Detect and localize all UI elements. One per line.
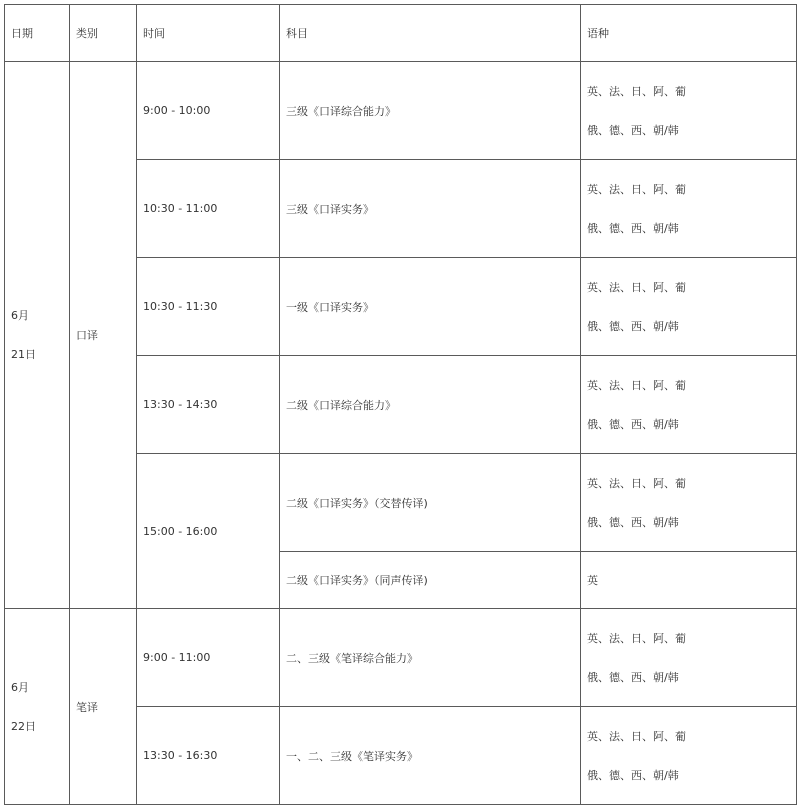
date-day: 22日	[11, 719, 36, 733]
language-cell	[581, 160, 797, 258]
language-line: 俄、德、西、朝/韩	[587, 670, 679, 684]
table-row	[5, 609, 797, 707]
subject-cell: 二、三级《笔译综合能力》	[280, 609, 581, 707]
language-line: 俄、德、西、朝/韩	[587, 515, 679, 529]
time-cell: 10:30 - 11:00	[137, 160, 280, 258]
language-line: 英、法、日、阿、葡	[587, 631, 686, 645]
language-line: 俄、德、西、朝/韩	[587, 221, 679, 235]
date-cell	[5, 62, 70, 609]
header-category: 类别	[70, 5, 137, 62]
exam-schedule-table	[4, 4, 797, 805]
language-line: 英、法、日、阿、葡	[587, 280, 686, 294]
language-cell	[581, 62, 797, 160]
time-cell: 13:30 - 14:30	[137, 356, 280, 454]
subject-cell: 二级《口译实务》（同声传译)	[280, 552, 581, 609]
table-row	[5, 62, 797, 160]
language-line: 英	[587, 573, 598, 587]
subject-cell: 三级《口译综合能力》	[280, 62, 581, 160]
category-cell: 笔译	[70, 609, 137, 805]
category-cell: 口译	[70, 62, 137, 609]
language-cell	[581, 258, 797, 356]
time-cell: 13:30 - 16:30	[137, 707, 280, 805]
time-cell: 9:00 - 11:00	[137, 609, 280, 707]
language-cell	[581, 707, 797, 805]
date-month: 6月	[11, 680, 29, 694]
language-line: 英、法、日、阿、葡	[587, 476, 686, 490]
language-cell	[581, 356, 797, 454]
time-cell: 10:30 - 11:30	[137, 258, 280, 356]
header-time: 时间	[137, 5, 280, 62]
language-line: 英、法、日、阿、葡	[587, 378, 686, 392]
language-line: 俄、德、西、朝/韩	[587, 123, 679, 137]
language-line: 俄、德、西、朝/韩	[587, 319, 679, 333]
language-cell	[581, 609, 797, 707]
language-line: 英、法、日、阿、葡	[587, 729, 686, 743]
time-cell: 15:00 - 16:00	[137, 454, 280, 609]
header-language: 语种	[581, 5, 797, 62]
subject-cell: 一级《口译实务》	[280, 258, 581, 356]
header-subject: 科目	[280, 5, 581, 62]
date-month: 6月	[11, 309, 29, 322]
date-day: 21日	[11, 348, 36, 361]
schedule-body	[5, 62, 797, 805]
subject-cell: 一、二、三级《笔译实务》	[280, 707, 581, 805]
date-cell	[5, 609, 70, 805]
subject-cell: 二级《口译综合能力》	[280, 356, 581, 454]
subject-cell: 三级《口译实务》	[280, 160, 581, 258]
language-line: 俄、德、西、朝/韩	[587, 768, 679, 782]
subject-cell: 二级《口译实务》（交替传译)	[280, 454, 581, 552]
language-line: 英、法、日、阿、葡	[587, 84, 686, 98]
language-cell	[581, 552, 797, 609]
language-line: 英、法、日、阿、葡	[587, 182, 686, 196]
language-line: 俄、德、西、朝/韩	[587, 417, 679, 431]
time-cell: 9:00 - 10:00	[137, 62, 280, 160]
header-row	[5, 5, 797, 62]
language-cell	[581, 454, 797, 552]
header-date: 日期	[5, 5, 70, 62]
